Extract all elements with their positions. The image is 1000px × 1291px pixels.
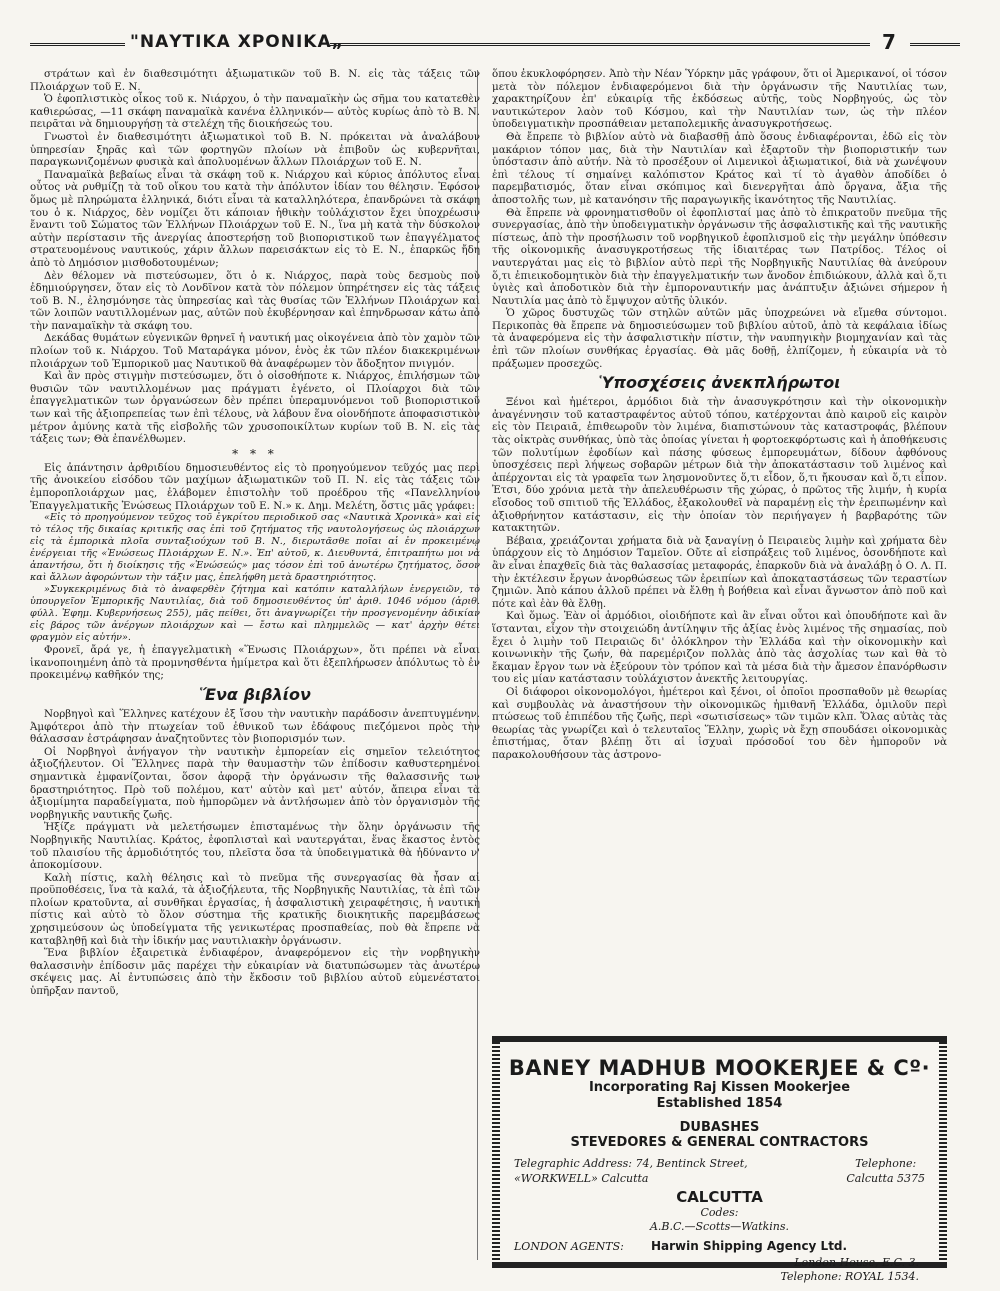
section-heading: Ὑποσχέσεις ἀνεκπλήρωτοι	[598, 373, 841, 393]
article-paragraph: ὅπου ἐκυκλοφόρησεν. Ἀπὸ τὴν Νέαν Ὑόρκην μᾶς γράφουν, ὅτι οἱ Ἀμερικανοί, οἱ τόσον μετὰ τὸν πόλεμον ἐνδιαφερόμενοι διὰ τὴν ὀργάνωσιν τῆς Ναυτιλίας των, χαρακτηρίζουν ἐπ' εὐκαιρίᾳ τῆς ἐκδόσεως αὐτῆς, τοὺς Νορβηγούς, ὡς τὸν ναυτικώτερον λαὸν τοῦ Κόσμου, καὶ τὴν Ναυτιλίαν των, ὡς τὴν πλέον ὑποδειγματικὴν προσπάθειαν μεταπολεμικῆς ἀνασυγκροτήσεως.	[492, 68, 947, 131]
right-column	[492, 68, 947, 761]
section-separator: * * *	[232, 446, 278, 461]
ad-street-address: 74, Bentinck Street,	[635, 1157, 748, 1170]
article-paragraph: Εἰς ἀπάντησιν ἀρθριδίου δημοσιευθέντος εἰς τὸ προηγούμενον τεῦχός μας περὶ τῆς ἀνοικείου εἰσόδου τῶν μαχίμων ἀξιωματικῶν τοῦ Π. Ν. εἰς τὰς τάξεις τῶν ἐμποροπλοιάρχων μας, ἐλάβομεν ἐπιστολὴν τοῦ προέδρου τῆς «Πανελληνίου Ἐπαγγελματικῆς Ἑνώσεως Πλοιάρχων τοῦ Ε. Ν.» κ. Δημ. Μελέτη, ὅστις μᾶς γράφει:	[30, 461, 480, 512]
article-paragraph: Δεκάδας θυμάτων εὐγενικῶν θρηνεῖ ἡ ναυτική μας οἰκογένεια ἀπὸ τὸν χαμὸν τῶν πλοίων τοῦ κ. Νιάρχου. Τοῦ Ματαράγκα μόνον, ἑνὸς ἐκ τῶν πλέον διακεκριμένων πλοιάρχων τοῦ Ἐμπορικοῦ μας Ναυτικοῦ θὰ ἀναφέρωμεν τὸν ἄδοξητον πνιγμόν.	[30, 332, 480, 370]
page-number: 7	[882, 30, 896, 54]
article-paragraph: Βέβαια, χρειάζονται χρήματα διὰ νὰ ξαναγίνῃ ὁ Πειραιεὺς λιμὴν καὶ χρήματα δὲν ὑπάρχουν εἰς τὸ Δημόσιον Ταμεῖον. Οὔτε αἱ εἰσπράξεις τοῦ λιμένος, ὁσονδήποτε καὶ ἂν εἶναι ἐπαχθεῖς διὰ τὰς θαλασσίας μεταφοράς, ἐπαρκοῦν διὰ νὰ ἀναλάβῃ ὁ Ο. Λ. Π. τὴν ἐκτέλεσιν ἔργων ἀνορθώσεως τῶν ἐρειπίων καὶ ἀποκαταστάσεως τῶν τεραστίων ζημιῶν. Ἀπὸ κάπου ἀλλοῦ πρέπει νὰ ἔλθῃ ἡ βοήθεια καὶ εἶναι ἄγνωστον ἀπὸ ποῦ καὶ πότε καὶ ἐὰν θὰ ἔλθῃ.	[492, 534, 947, 610]
section-heading: Ἕνα βιβλίον	[199, 684, 311, 704]
article-paragraph: Ὁ χῶρος δυστυχῶς τῶν στηλῶν αὐτῶν μᾶς ὑποχρεώνει νὰ εἴμεθα σύντομοι. Περικοπὰς θὰ ἔπρεπε νὰ δημοσιεύσωμεν τοῦ βιβλίου αὐτοῦ, ἀπὸ τὰ κεφάλαια ἰδίως τὰ ἀναφερόμενα εἰς τὴν ἀσφαλιστικὴν πίστιν, τὴν ναυπηγικὴν βιομηχανίαν καὶ τὰς ἐπὶ τῶν πλοίων συνθήκας ἐργασίας. Θὰ μᾶς δοθῇ, ἐλπίζομεν, ἡ εὐκαιρία νὰ τὸ πράξωμεν προσεχῶς.	[492, 307, 947, 370]
ad-london-agents	[506, 1240, 933, 1288]
publication-title: "ΝΑΥΤΙΚΑ ΧΡΟΝΙΚΑ„	[130, 32, 344, 52]
ad-telephone-label: Telephone:	[855, 1157, 917, 1170]
ad-established: Established 1854	[656, 1096, 783, 1111]
article-paragraph: Οἱ Νορβηγοὶ ἀνήγαγον τὴν ναυτικὴν ἐμπορείαν εἰς σημεῖον τελειότητος ἀξιοζήλευτον. Οἱ Ἕλληνες παρὰ τὴν θαυμαστὴν τῶν ἐπίδοσιν καθυστερημένοι σημαντικὰ ἐμφανίζονται, ὅσον ἀφορᾷ τὴν ὀργάνωσιν τῆς θαλασσινῆς των δραστηριότητος. Πρὸ τοῦ πολέμου, κατ' αὐτὸν καὶ μετ' αὐτόν, ἄπειρα εἶναι τὰ ἀξιομίμητα παραδείγματα, ποὺ ἠμπορῶμεν νὰ ἀντλήσωμεν ἀπὸ τὸν ὀργανισμὸν τῆς νορβηγικῆς ναυτικῆς ζωῆς.	[30, 745, 480, 821]
ad-telephone-value: Calcutta 5375	[846, 1172, 925, 1185]
article-paragraph: Καλὴ πίστις, καλὴ θέλησις καὶ τὸ πνεῦμα τῆς συνεργασίας θὰ ἦσαν αἱ προϋποθέσεις, ἵνα τὰ καλά, τὰ ἀξιοζήλευτα, τῆς Νορβηγικῆς Ναυτιλίας, τὰ ἐπὶ τῶν πλοίων κρατοῦντα, αἱ συνθῆκαι ἐργασίας, ἡ ἀσφαλιστικὴ χειραφέτησις, ἡ ναυτικὴ πίστις καὶ αὐτὸ τὸ ὅλον σύστημα τῆς κρατικῆς διοικητικῆς παρεμβάσεως χρησιμεύσουν ὡς ὑποδείγματα τῆς γενικωτέρας προσπαθείας, ποὺ θὰ ἔπρεπε νὰ καταβληθῇ καὶ διὰ τὴν ἰδικήν μας ναυτιλιακὴν ὀργάνωσιν.	[30, 871, 480, 947]
ad-agents-house: London House, E.C. 3.	[794, 1256, 919, 1269]
ad-border-left	[492, 1042, 500, 1262]
page-header	[30, 30, 960, 60]
ad-telephone-right	[846, 1156, 925, 1186]
ad-service-line: DUBASHES	[679, 1120, 760, 1135]
article-paragraph: Οἱ διάφοροι οἰκονομολόγοι, ἡμέτεροι καὶ ξένοι, οἱ ὁποῖοι προσπαθοῦν μὲ θεωρίας καὶ συμβουλὰς νὰ ἀναστήσουν τὴν οἰκονομικῶς ἡμιθανῆ Ἑλλάδα, ὁμιλοῦν περὶ πτώσεως τοῦ ἐπιπέδου τῆς ζωῆς, περὶ «σωτισίσεως» τῶν τιμῶν κλπ. Ὅλας αὐτὰς τὰς θεωρίας τὰς γνωρίζει καὶ ὁ τελευταῖος Ἕλλην, χωρὶς νὰ ἔχῃ σπουδάσει οἰκονομικὰς ἐπιστήμας, ὅταν βλέπῃ ὅτι αἱ ἰσχυαὶ πρόσοδοί του δὲν ἠμποροῦν νὰ παρακολουθήσουν τὰς ἀστρονο-	[492, 685, 947, 761]
article-paragraph: στράτων καὶ ἐν διαθεσιμότητι ἀξιωματικῶν τοῦ Β. Ν. εἰς τὰς τάξεις τῶν Πλοιάρχων τοῦ Ε. Ν.	[30, 68, 480, 93]
ad-incorporating: Incorporating Raj Kissen Mookerjee	[588, 1080, 851, 1095]
quoted-letter: »Συγκεκριμένως διὰ τὸ ἀναφερθὲν ζήτημα καὶ κατόπιν καταλλήλων ἐνεργειῶν, τὸ ὑπουργεῖον Ἐμπορικῆς Ναυτιλίας, διὰ τοῦ δημοσιευθέντος ὑπ' ἀριθ. 1046 νόμου (ἀριθ. φύλλ. Ἐφημ. Κυβερνήσεως 255), μᾶς πείθει, ὅτι ἀναγνωρίζει τὴν προσγενομένην ἀδικίαν εἰς βάρος τῶν ἀνέργων πλοιάρχων καὶ — ἔστω καὶ πλημμελῶς — κατ' ἀρχὴν θέτει φραγμὸν εἰς αὐτήν».	[30, 584, 480, 644]
ad-telegraph-word: «WORKWELL» Calcutta	[514, 1172, 649, 1185]
ad-border-right	[939, 1042, 947, 1262]
ad-telegraph-block	[506, 1156, 933, 1188]
header-rule-left	[30, 43, 125, 46]
ad-codes-value: A.B.C.—Scotts—Watkins.	[649, 1220, 790, 1233]
ad-agents-name: Harwin Shipping Agency Ltd.	[651, 1239, 848, 1253]
article-paragraph: Παναμαϊκὰ βεβαίως εἶναι τὰ σκάφη τοῦ κ. Νιάρχου καὶ κύριος ἀπόλυτος εἶναι οὗτος νὰ ρυθμίζῃ τὰ τοῦ οἴκου του κατὰ τὴν ἀπόλυτον ἰδίαν του θέλησιν. Ἐφόσον ὅμως μὲ πληρώματα ἑλληνικά, διότι εἶναι τὰ καταλληλότερα, ἐπανδρώνει τὰ σκάφη του ὁ κ. Νιάρχος, δὲν νομίζει ὅτι κάποιαν ἠθικὴν τοὐλάχιστον ἔχει ὑποχρέωσιν ἔναντι τοῦ Σώματος τῶν Ἑλλήνων Πλοιάρχων τοῦ Ε. Ν., ἵνα μὴ κατὰ τὴν δύσκολον αὐτὴν περίστασιν τῆς ἀνεργίας ἀποστερήσῃ τοῦ βιοποριστικοῦ των ἐπαγγέλματος στρατευομένους ναυτικούς, χάριν ἄλλων παρεισάκτων εἰς τὸ Ε. Ν., ἐπαρκῶς ἤδη ἀπὸ τὸ Δημόσιον μισθοδοτουμένων;	[30, 168, 480, 269]
ad-service-line: STEVEDORES & GENERAL CONTRACTORS	[570, 1135, 869, 1150]
ad-agents-address	[780, 1256, 919, 1284]
left-column	[30, 68, 480, 998]
article-paragraph: Δὲν θέλομεν νὰ πιστεύσωμεν, ὅτι ὁ κ. Νιάρχος, παρὰ τοὺς δεσμοὺς ποὺ ἐδημιούργησεν, ὅταν εἰς τὸ Λονδῖνον κατὰ τὸν πόλεμον ὑπηρέτησεν εἰς τὰς τάξεις τοῦ Β. Ν., ἐλησμόνησε τὰς ὑπηρεσίας καὶ τὰς θυσίας τῶν Ἑλλήνων Πλοιάρχων καὶ τῶν λοιπῶν ναυτιλλομένων μας, αὐτῶν ποὺ ἐκυβέρνησαν καὶ ἐπηνδρωσαν κάτω ἀπὸ τὴν παναμαϊκὴν τὰ σκάφη του.	[30, 269, 480, 332]
quoted-letter: «Εἰς τὸ προηγούμενον τεῦχος τοῦ ἐγκρίτου περιοδικοῦ σας «Ναυτικὰ Χρονικὰ» καὶ εἰς τὸ τέλος τῆς δικαίας κριτικῆς σας ἐπὶ τοῦ ζητήματος τῆς ναυτολογήσεως ὡς πλοιάρχων εἰς τὰ ἐμπορικὰ πλοῖα συνταξιούχων τοῦ Β. Ν., διερωτᾶσθε ποῖαι αἱ ἐν προκειμένῳ ἐνέργειαι τῆς «Ἑνώσεως Πλοιάρχων Ε. Ν.». Ἐπ' αὐτοῦ, κ. Διευθυντά, ἐπιτραπήτω μοι νὰ ἀπαντήσω, ὅτι ἡ διοίκησις τῆς «Ἑνώσεώς» μας τόσον ἐπὶ τοῦ ἀνωτέρω ζητήματος, ὅσον καὶ ἄλλων ἀφορώντων τὴν τάξιν μας, ἐπελήφθη μετὰ δραστηριότητος.	[30, 512, 480, 584]
article-paragraph: Φρονεῖ, ἄρά γε, ἡ ἐπαγγελματικὴ «Ἕνωσις Πλοιάρχων», ὅτι πρέπει νὰ εἶναι ἱκανοποιημένη ἀπὸ τὰ προμνησθέντα ἡμίμετρα καὶ ὅτι ἐξεπλήρωσεν ἀπόλυτως τὸ ἐν προκειμένῳ καθῆκόν της;	[30, 644, 480, 682]
article-paragraph: Νορβηγοὶ καὶ Ἕλληνες κατέχουν ἐξ ἴσου τὴν ναυτικὴν παράδοσιν ἀνεπτυγμένην. Ἀμφότεροι ἀπὸ τὴν πτωχείαν τοῦ ἐθνικοῦ των ἐδάφους πιεζόμενοι πρὸς τὴν θάλασσαν ἐστράφησαν ἀναζητοῦντες τὸν βιοπορισμόν των.	[30, 707, 480, 746]
ad-services	[506, 1120, 933, 1150]
ad-agents-label: LONDON AGENTS:	[514, 1240, 624, 1253]
ad-city: CALCUTTA	[676, 1188, 763, 1206]
ad-telegraph-left	[514, 1156, 748, 1186]
article-paragraph: Θὰ ἔπρεπε τὸ βιβλίον αὐτὸ νὰ διαβασθῇ ἀπὸ ὅσους ἐνδιαφέρονται, ἐδῶ εἰς τὸν μακάριον τόπον μας, διὰ τὴν Ναυτιλίαν καὶ ἐξαρτοῦν τὴν βιοποριστικήν των ὑπόστασιν ἀπὸ αὐτήν. Νὰ τὸ προσέξουν οἱ Λιμενικοὶ ἀξιωματικοί, διὰ νὰ χωνέψουν ἐπὶ τέλους τί σημαίνει καλόπιστον Κράτος καὶ τί τὸ ἀγαθὸν ἀποδίδει ὁ παρεμβατισμός, ὅταν εἶναι σκόπιμος καὶ διενεργῆται ἀπὸ ὄργανα, ἄξια τῆς ἀποστολῆς των, μὲ κατανόησιν τῆς παραγωγικῆς ἱκανότητος τῆς Ναυτιλίας.	[492, 130, 947, 206]
article-paragraph: Ἠξίζε πράγματι νὰ μελετήσωμεν ἐπισταμένως τὴν ὅλην ὀργάνωσιν τῆς Νορβηγικῆς Ναυτιλίας. Κράτος, ἐφοπλισταὶ καὶ ναυτεργάται, ἕνας ἕκαστος ἐντὸς τοῦ πλαισίου τῆς ἁρμοδιότητός του, πλεῖστα ὅσα τὰ ὑποδειγματικὰ θὰ ἠδύναντο ν' ἀποκομίσουν.	[30, 821, 480, 872]
ad-firm-name: BANEY MADHUB MOOKERJEE & Cº·	[508, 1056, 931, 1080]
article-paragraph: Θὰ ἔπρεπε νὰ φρονηματισθοῦν οἱ ἐφοπλισταί μας ἀπὸ τὸ ἐπικρατοῦν πνεῦμα τῆς συνεργασίας, ἀπὸ τὴν ὑποδειγματικὴν ὀργάνωσιν τῆς ἀσφαλιστικῆς καὶ τῆς ναυτικῆς πίστεως, ἀπὸ τὴν προσήλωσιν τοῦ νορβηγικοῦ ἐφοπλισμοῦ εἰς τὴν μεγάλην ὑπόθεσιν τῆς οἰκονομικῆς ἀνασυγκροτήσεως τῆς ἰδιαιτέρας των Πατρίδος. Τέλος οἱ ναυτεργάται μας εἰς τὸ βιβλίον αὐτὸ περὶ τῆς Νορβηγικῆς Ναυτιλίας θὰ ἀνεύρουν ὅ,τι ἐπιεικοδομητικὸν διὰ τὴν ἐπαγγελματικήν των ἄνοδον ἐπιδιώκουν, ἀλλὰ καὶ ὅ,τι ὑγιὲς καὶ ἀποδοτικὸν διὰ τὴν ἐμποροναυτικήν μας ἀνάπτυξιν ἀξιώνει σήμερον ἡ Ναυτιλία μας ἀπὸ τὸ ἔμψυχον αὐτῆς ὑλικόν.	[492, 206, 947, 307]
header-rule-middle	[330, 43, 870, 46]
header-rule-right	[910, 43, 960, 46]
ad-content	[506, 1042, 933, 1283]
article-paragraph: Ξένοι καὶ ἡμέτεροι, ἁρμόδιοι διὰ τὴν ἀνασυγκρότησιν καὶ τὴν οἰκονομικὴν ἀναγέννησιν τοῦ καταστραφέντος αὐτοῦ τόπου, κατέρχονται ἀπὸ καιροῦ εἰς καιρὸν εἰς τὸν Πειραιᾶ, ἐπιθεωροῦν τὸν λιμένα, διαπιστώνουν τὰς καταστροφάς, βλέπουν τὰς οἰκτρὰς συνθήκας, ὑπὸ τὰς ὁποίας γίνεται ἡ φορτοεκφόρτωσις καὶ ἡ ἀποθήκευσις τῶν πολυτίμων ἐφοδίων καὶ πάσης φύσεως ἐμπορευμάτων, δίδουν ἀφθόνους ὑποσχέσεις περὶ λήψεως σοβαρῶν μέτρων διὰ τὴν ἀποκατάστασιν τοῦ λιμένος καὶ ἀπέρχονται εἰς τὰ γραφεῖα των λησμονοῦντες ὅ,τι εἶδον, ὅ,τι ἤκουσαν καὶ ὅ,τι εἶπον. Ἐτσι, δύο χρόνια μετὰ τὴν ἀπελευθέρωσιν τῆς χώρας, ὁ πρῶτος τῆς λιμήν, ἡ κυρία εἴσοδος τοῦ σπιτιοῦ τῆς Ἑλλάδος, ἐξακολουθεῖ νὰ παραμένῃ εἰς τὴν ἐρειπωμένην καὶ ἀξιοθρήνητον κατάστασιν, εἰς τὴν ὁποίαν τὸν περιήγαγεν ἡ βαρβαρότης τῶν κατακτητῶν.	[492, 396, 947, 535]
ad-agents-phone: Telephone: ROYAL 1534.	[780, 1270, 919, 1283]
ad-telegraph-label: Telegraphic Address:	[514, 1157, 632, 1170]
advertisement-box	[492, 1036, 947, 1283]
article-paragraph: Καὶ ὅμως. Ἐὰν οἱ ἁρμόδιοι, οἱοιδήποτε καὶ ἂν εἶναι οὗτοι καὶ ὁπουδήποτε καὶ ἂν ἵστανται, εἶχον τὴν στοιχειώδη ἀντίληψιν τῆς ἀξίας ἑνὸς λιμένος τῆς σημασίας, ποὺ ἔχει ὁ λιμὴν τοῦ Πειραιῶς δι' ὁλόκληρον τὴν Ἑλλάδα καὶ τὴν οἰκονομικὴν καὶ κοινωνικὴν τῆς ζωήν, θὰ παρεμέριζον πολλὰς ἀπὸ τὰς ἀσχολίας των καὶ θὰ τὸ ἔκαμαν ἔργον των νὰ ἐξεύρουν τὸν τρόπον καὶ τὰ μέσα διὰ τὴν ἄμεσον ἐπανόρθωσιν του εἰς μίαν κατάστασιν τοὐλάχιστον ἀνεκτῆς λειτουργίας.	[492, 610, 947, 686]
article-paragraph: Ἕνα βιβλίον ἐξαιρετικὰ ἐνδιαφέρον, ἀναφερόμενον εἰς τὴν νορβηγικὴν θαλασσινὴν ἐπίδοσιν μᾶς παρέχει τὴν εὐκαιρίαν νὰ διατυπώσωμεν τὰς ἀνωτέρω σκέψεις μας. Αἱ ἐντυπώσεις ἀπὸ τὴν ἔκδοσιν τοῦ βιβλίου αὐτοῦ εὐμενέστατοι ὑπῆρξαν παντοῦ,	[30, 947, 480, 998]
ad-codes-label: Codes:	[700, 1206, 739, 1219]
article-paragraph: Γνωστοὶ ἐν διαθεσιμότητι ἀξιωματικοὶ τοῦ Β. Ν. πρόκειται νὰ ἀναλάβουν ὑπηρεσίαν ξηρᾶς καὶ τῶν φορτηγῶν πλοίων νὰ ἐπιβοῦν ὡς κυβερνῆται, παραγκωνιζομένων φυσικὰ καὶ ἀπολυομένων ἄλλων Πλοιάρχων τοῦ Ε. Ν.	[30, 130, 480, 169]
article-paragraph: Καὶ ἂν πρὸς στιγμὴν πιστεύσωμεν, ὅτι ὁ οἰσοθήποτε κ. Νιάρχος, ἐπιλήσμων τῶν θυσιῶν τῶν ναυτιλλομένων μας πράγματι ἐγένετο, οἱ Πλοίαρχοι διὰ τῶν ἐπαγγελματικῶν των ὀργανώσεων δὲν πρέπει ὑπεραμυνόμενοι τοῦ βιοποριστικοῦ των καὶ τῆς ἀξιοπρεπείας των ἐπὶ τέλους, νὰ λάβουν ἕνα οἱονδήποτε ἀποφασιστικὸν μέτρον ἀμύνης κατὰ τῆς εἰσβολῆς τῶν χρυσοποικίλτων κυρίων τοῦ Β. Ν. εἰς τὰς τάξεις των; Θὰ ἐπανέλθωμεν.	[30, 370, 480, 446]
article-paragraph: Ὁ ἐφοπλιστικὸς οἶκος τοῦ κ. Νιάρχου, ὁ τὴν παναμαϊκὴν ὡς σῆμα του κατατεθὲν καθιερώσας, —11 σκάφη παναμαϊκὰ κανένα ἑλληνικόν— αὐτὸς κυρίως ἀπὸ τὸ Β. Ν. πειρᾶται νὰ δημιουργήσῃ τὰ στελέχη τῆς διοικήσεώς του.	[30, 93, 480, 131]
